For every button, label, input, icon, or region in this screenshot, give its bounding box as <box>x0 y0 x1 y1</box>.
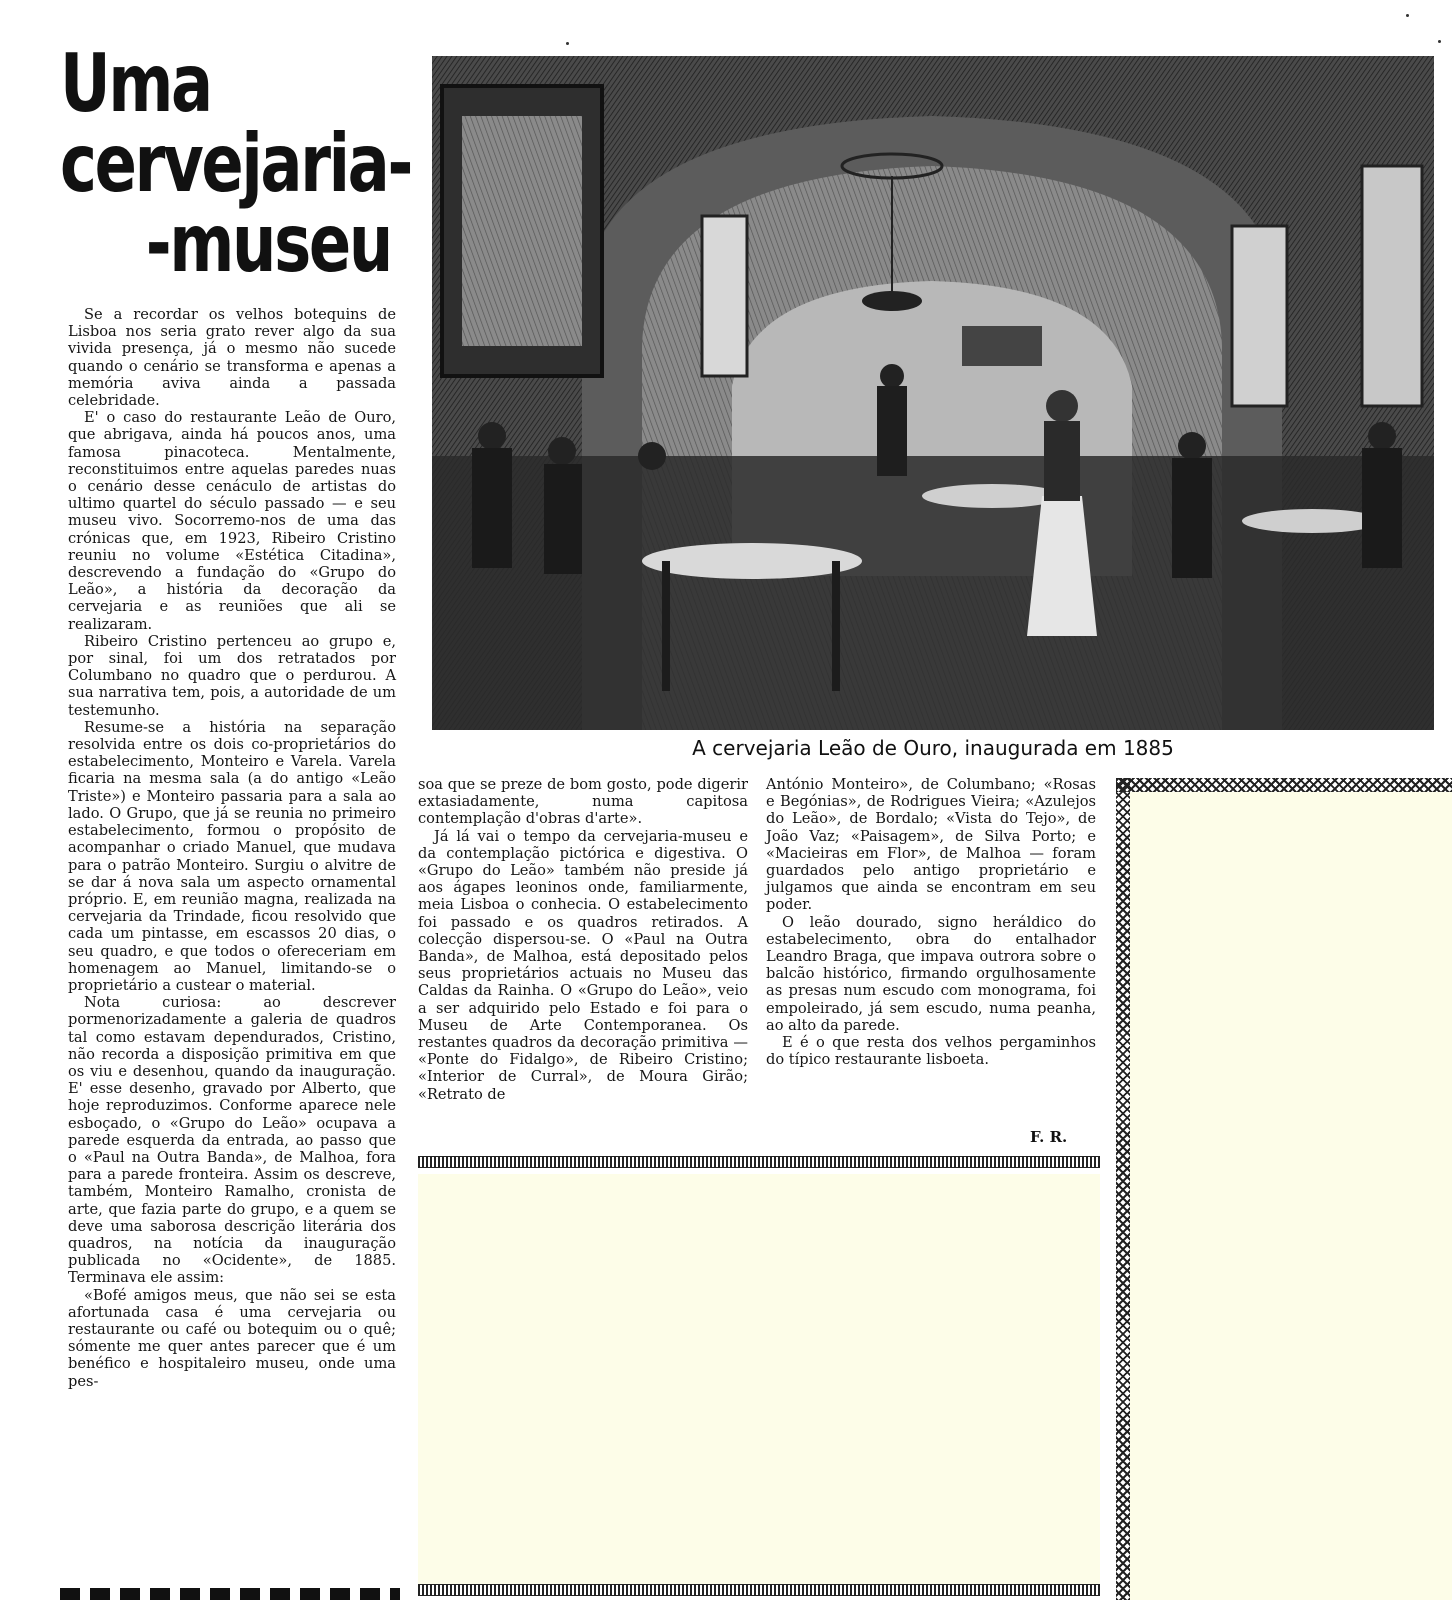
headline <box>60 37 412 290</box>
print-speck <box>1438 40 1441 43</box>
engraving-drawing <box>432 56 1434 730</box>
paragraph: E' o caso do restaurante Leão de Ouro, que abrigava, ainda há poucos anos, uma famosa pinacoteca. Mentalmente, reconstituimos entre aquelas paredes nuas o cenário desse cenáculo de artistas do ultimo quartel do século passado — e seu museu vivo. Socorremo-nos de uma das crónicas que, em 1923, Ribeiro Cristino reuniu no volume «Estética Citadina», descrevendo a fundação do «Grupo do Leão», a história da decoração da cervejaria e as reuniões que ali se realizaram. <box>68 409 396 633</box>
paragraph: soa que se preze de bom gosto, pode digerir extasiadamente, numa capitosa contemplação d'obras d'arte». <box>418 776 748 828</box>
column-rule <box>418 1156 1100 1168</box>
print-speck <box>566 42 569 45</box>
ornamental-border <box>1116 778 1452 792</box>
headline-line: cervejaria- <box>60 117 412 210</box>
headline-line: Uma <box>60 37 211 130</box>
paragraph: Já lá vai o tempo da cervejaria-museu e da contemplação pictórica e digestiva. O «Grupo do Leão» também não preside já aos ágapes leoninos onde, familiarmente, meia Lisboa o conhecia. O estabelecimento foi passado e os quadros retirados. A colecção dispersou-se. O «Paul na Outra Banda», de Malhoa, está depositado pelos seus proprietários actuais no Museu das Caldas da Rainha. O «Grupo do Leão», veio a ser adquirido pelo Estado e foi para o Museu de Arte Contemporanea. Os restantes quadros da decoração primitiva — «Ponte do Fidalgo», de Ribeiro Cristino; «Interior de Curral», de Moura Girão; «Retrato de <box>418 827 748 1103</box>
print-speck <box>1406 14 1409 17</box>
blank-panel <box>418 1174 1100 1588</box>
paragraph: E é o que resta dos velhos pergaminhos do típico restaurante lisboeta. <box>766 1034 1096 1069</box>
article-column-3 <box>766 776 1096 1068</box>
dashed-rule <box>60 1588 400 1600</box>
paragraph: Nota curiosa: ao descrever pormenorizadamente a galeria de quadros tal como estavam dependurados, Cristino, não recorda a disposição primitiva em que os viu e desenhou, quando da inauguração. E' esse desenho, gravado por Alberto, que hoje reproduzimos. Conforme aparece nele esboçado, o «Grupo do Leão» ocupava a parede esquerda da entrada, ao passo que o «Paul na Outra Banda», de Malhoa, fora para a parede fronteira. Assim os descreve, também, Monteiro Ramalho, cronista de arte, que fazia parte do grupo, e a quem se deve uma saborosa descrição literária dos quadros, na notícia da inauguração publicada no «Ocidente», de 1885. Terminava ele assim: <box>68 994 396 1287</box>
paragraph: Resume-se a história na separação resolvida entre os dois co-proprietários do estabelecimento, Monteiro e Varela. Varela ficaria na mesma sala (a do antigo «Leão Triste») e Monteiro passaria para a sala ao lado. O Grupo, que já se reunia no primeiro estabelecimento, formou o propósito de acompanhar o criado Manuel, que mudava para o patrão Monteiro. Surgiu o alvitre de se dar á nova sala um aspecto ornamental próprio. E, em reunião magna, realizada na cervejaria da Trindade, ficou resolvido que cada um pintasse, em escassos 20 dias, o seu quadro, e que todos o ofereceriam em homenagem ao Manuel, limitando-se o proprietário a custear o material. <box>68 718 396 994</box>
engraving-illustration <box>432 56 1434 730</box>
author-signature: F. R. <box>1030 1128 1068 1146</box>
paragraph: Se a recordar os velhos botequins de Lisboa nos seria grato rever algo da sua vivida presença, já o mesmo não sucede quando o cenário se transforma e apenas a memória aviva ainda a passada celebridade. <box>68 306 396 410</box>
blank-panel <box>1130 792 1452 1600</box>
article-column-1 <box>68 306 396 1390</box>
column-rule <box>418 1584 1100 1596</box>
paragraph: António Monteiro», de Columbano; «Rosas e Begónias», de Rodrigues Vieira; «Azulejos do Leão», de Bordalo; «Vista do Tejo», de João Vaz; «Paisagem», de Silva Porto; e «Macieiras em Flor», de Malhoa — foram guardados pelo antigo proprietário e julgamos que ainda se encontram em seu poder. <box>766 776 1096 914</box>
ornamental-border <box>1116 778 1130 1600</box>
paragraph: «Bofé amigos meus, que não sei se esta afortunada casa é uma cervejaria ou restaurante ou café ou botequim ou o quê; sómente me quer antes parecer que é um benéfico e hospitaleiro museu, onde uma pes- <box>68 1286 396 1390</box>
headline-line: -museu <box>145 197 391 290</box>
photo-caption: A cervejaria Leão de Ouro, inaugurada em 1885 <box>692 736 1174 760</box>
article-column-2 <box>418 776 748 1103</box>
paragraph: O leão dourado, signo heráldico do estabelecimento, obra do entalhador Leandro Braga, que impava outrora sobre o balcão histórico, firmando orgulhosamente as presas num escudo com monograma, foi empoleirado, já sem escudo, numa peanha, ao alto da parede. <box>766 913 1096 1034</box>
paragraph: Ribeiro Cristino pertenceu ao grupo e, por sinal, foi um dos retratados por Columbano no quadro que o perdurou. A sua narrativa tem, pois, a autoridade de um testemunho. <box>68 632 396 719</box>
